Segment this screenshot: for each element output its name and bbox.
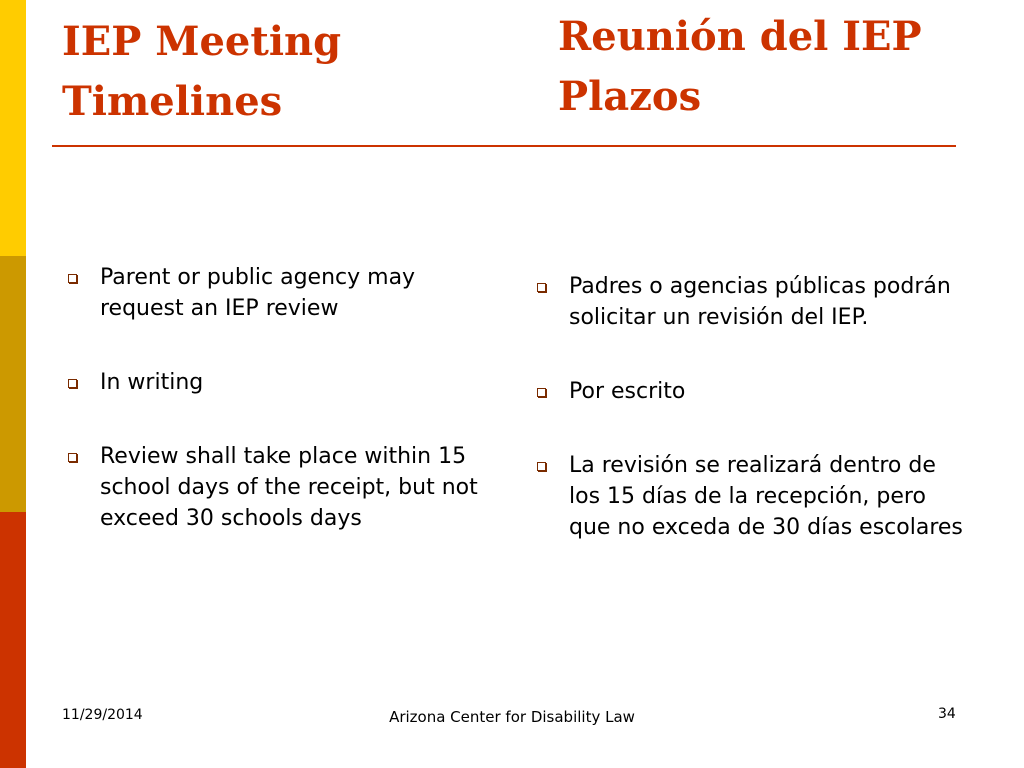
bullet-list-spanish bbox=[533, 271, 968, 543]
list-item-text: Review shall take place within 15 school days of the receipt, but not exceed 30 schools days bbox=[100, 444, 478, 531]
list-item bbox=[533, 376, 968, 407]
square-bullet-icon bbox=[537, 283, 546, 292]
slide-number: 34 bbox=[938, 706, 956, 722]
list-item-text: Por escrito bbox=[569, 379, 686, 404]
list-item bbox=[533, 271, 968, 333]
list-item-text: Parent or public agency may request an IEP review bbox=[100, 265, 416, 321]
slide-title-spanish: Reunión del IEP Plazos bbox=[558, 13, 922, 120]
list-item bbox=[64, 367, 494, 398]
slide-title-english: IEP Meeting Timelines bbox=[62, 18, 342, 125]
list-item-text: La revisión se realizará dentro de los 15 días de la recepción, pero que no exceda de 30 días escolares bbox=[569, 453, 963, 540]
square-bullet-icon bbox=[68, 379, 77, 388]
footer-date: 11/29/2014 bbox=[62, 707, 143, 723]
sidebar-band-orange bbox=[0, 512, 26, 768]
sidebar-color-bands bbox=[0, 0, 26, 768]
list-item-text: Padres o agencias públicas podrán solicitar un revisión del IEP. bbox=[569, 274, 951, 330]
sidebar-band-gold bbox=[0, 256, 26, 512]
list-item bbox=[533, 450, 968, 543]
list-item bbox=[64, 441, 494, 534]
list-item-text: In writing bbox=[100, 370, 204, 395]
square-bullet-icon bbox=[68, 453, 77, 462]
square-bullet-icon bbox=[537, 462, 546, 471]
sidebar-band-yellow bbox=[0, 0, 26, 256]
square-bullet-icon bbox=[68, 274, 77, 283]
square-bullet-icon bbox=[537, 388, 546, 397]
list-item bbox=[64, 262, 494, 324]
bullet-list-english bbox=[64, 262, 494, 534]
title-divider bbox=[52, 145, 956, 147]
footer-organization: Arizona Center for Disability Law bbox=[389, 708, 635, 726]
